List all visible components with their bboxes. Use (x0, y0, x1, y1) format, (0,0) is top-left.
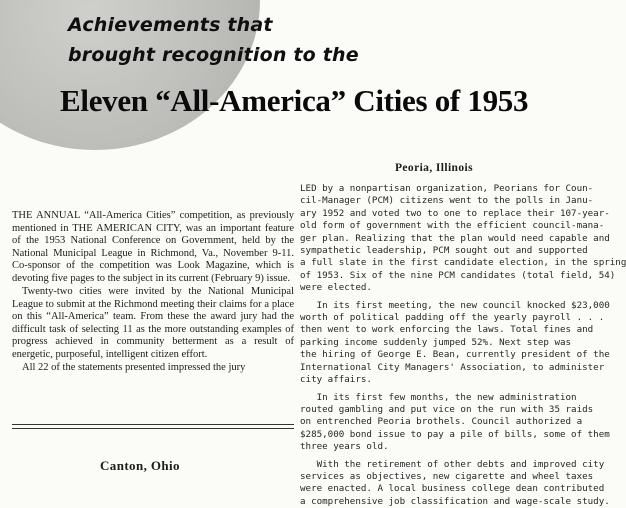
kicker-line-1: Achievements that (68, 14, 273, 36)
intro-paragraph-1 (12, 210, 294, 285)
peoria-text-line: were elected. (300, 282, 372, 294)
peoria-text-line: a comprehensive job classification and wage-scale study. (300, 495, 610, 507)
section-divider-rule (12, 424, 294, 429)
peoria-text-line: In its first meeting, the new council knocked $23,000 (300, 299, 610, 311)
peoria-text-line: With the retirement of other debts and improved city (300, 458, 605, 470)
peoria-text-line: then went to work enforcing the laws. Total fines and (300, 324, 594, 336)
intro-paragraph-2: Twenty-two cities were invited by the National Municipal League to submit at the Richmond meeting their claims for a place on this “All-America” team. From these the award jury had the difficult task of selecting 11 as the more outstanding examples of progress achieved in community betterment as a result of energetic, purposeful, intelligent citizen effort. (12, 286, 294, 360)
peoria-text-line: were enacted. A local business college dean contributed (300, 483, 605, 495)
peoria-text-line: city affairs. (300, 374, 372, 386)
peoria-text-line: ary 1952 and voted two to one to replace their 107-year- (300, 207, 610, 219)
peoria-text-line: services as objectives, new cigarette and wheel taxes (300, 470, 594, 482)
intro-paragraph-1-text: THE ANNUAL “All-America Cities” competition, as previously mentioned in THE AMERICAN CITY, was an important feature of the 1953 National Conference on Government, held by the National Municipal League in Richmond, Va., November 9-11. Co-sponsor of the competition was Look Magazine, which is devoting five pages to the subject in its current (February 9) issue. (12, 210, 294, 284)
peoria-text-line: sympathetic leadership, PCM sought out and supported (300, 245, 588, 257)
peoria-heading: Peoria, Illinois (395, 162, 473, 174)
intro-paragraph-3: All 22 of the statements presented impressed the jury (22, 362, 246, 373)
header-kicker (68, 10, 359, 70)
article-title: Eleven “All-America” Cities of 1953 (60, 83, 529, 118)
peoria-text-line: worth of political padding off the yearly payroll . . . (300, 312, 605, 324)
canton-heading: Canton, Ohio (100, 458, 180, 473)
peoria-text-line: a full slate in the first candidate election, in the spring (300, 257, 626, 269)
peoria-text-line: parking income suddenly jumped 52%. Next step was (300, 336, 572, 348)
peoria-text-line: ger plan. Realizing that the plan would need capable and (300, 232, 610, 244)
peoria-paragraph (300, 391, 610, 454)
kicker-line-2: brought recognition to the (68, 44, 359, 66)
peoria-text-line: International City Managers' Association, to administer (300, 361, 605, 373)
peoria-text-line: In its first few months, the new administration (300, 391, 577, 403)
peoria-text-line: routed gambling and put vice on the run with 35 raids (300, 403, 594, 415)
peoria-text-line: the hiring of George E. Bean, currently president of the (300, 349, 610, 361)
peoria-text-line: three years old. (300, 441, 389, 453)
peoria-text-line: on entrenched Peoria brothels. Council authorized a (300, 416, 583, 428)
intro-column (12, 210, 294, 376)
peoria-column (300, 183, 626, 508)
peoria-text-line: cil-Manager (PCM) citizens went to the polls in Janu- (300, 195, 594, 207)
peoria-paragraph (300, 183, 626, 295)
peoria-text-line: old form of government with the efficient council-mana- (300, 220, 605, 232)
peoria-text-line: of 1953. Six of the nine PCM candidates (total field, 54) (300, 269, 616, 281)
peoria-text-line: LED by a nonpartisan organization, Peorians for Coun- (300, 183, 594, 194)
peoria-paragraph (300, 299, 610, 387)
peoria-text-line: $285,000 bond issue to pay a pile of bills, some of them (300, 428, 610, 440)
peoria-paragraph (300, 458, 610, 508)
